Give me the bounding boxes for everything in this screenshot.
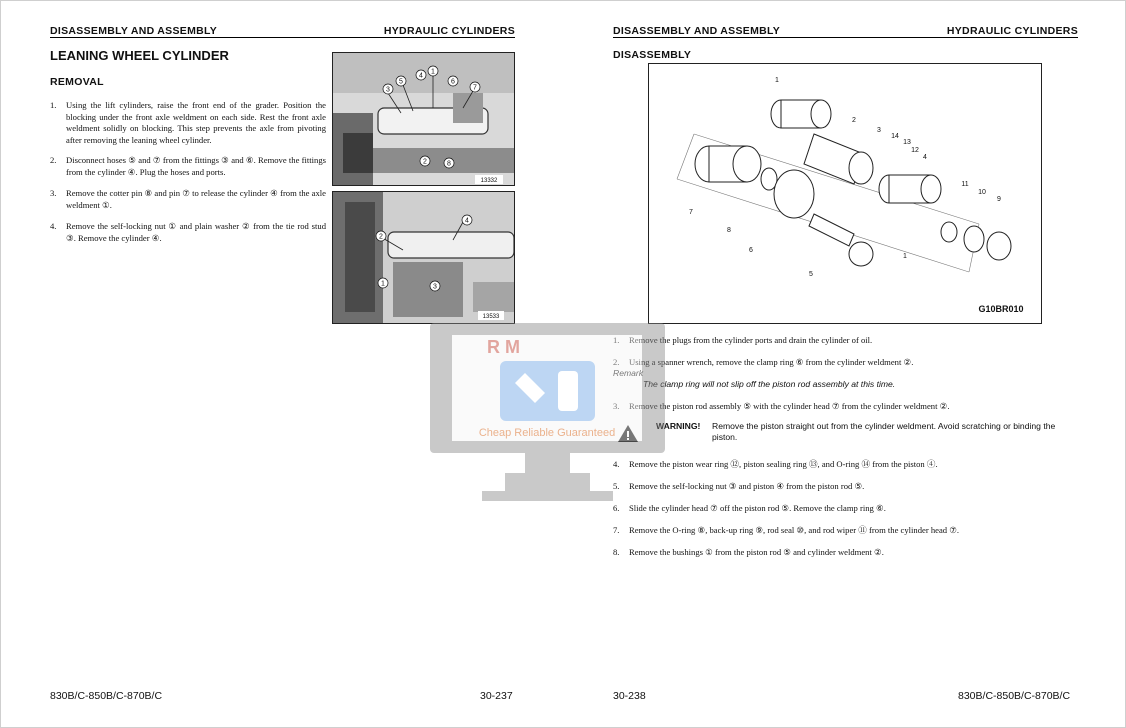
step-text: Remove the self-locking nut ③ and piston ④ from the piston rod ⑤. (629, 481, 865, 491)
diagram-callout: 6 (749, 247, 753, 254)
step-number: 2. (613, 357, 620, 367)
step-text: Remove the bushings ① from the piston rod ⑤ and cylinder weldment ②. (629, 547, 884, 557)
right-page (613, 0, 1078, 728)
diagram-callout: 5 (809, 271, 813, 278)
disassembly-heading: DISASSEMBLY (613, 49, 692, 61)
left-footer-model: 830B/C-850B/C-870B/C (50, 690, 163, 702)
diagram-callout: 2 (852, 117, 856, 124)
step-text: Using a spanner wrench, remove the clamp ring ⑥ from the cylinder weldment ②. (629, 357, 914, 367)
photo1-callout: 3 (386, 86, 390, 94)
left-header-topic: HYDRAULIC CYLINDERS (383, 25, 515, 37)
step-number: 1. (50, 100, 57, 110)
left-header-section: DISASSEMBLY AND ASSEMBLY (50, 25, 218, 37)
diagram-callout: 9 (997, 196, 1001, 203)
step-number: 3. (613, 401, 620, 411)
remark-label: Remark (613, 368, 644, 378)
photo1-callout: 4 (419, 72, 423, 80)
left-header (50, 25, 515, 38)
disassembly-step-7 (613, 525, 1078, 537)
photo1-callout: 7 (473, 84, 477, 92)
step-number: 2. (50, 155, 57, 165)
warning-text: Remove the piston straight out from the cylinder weldment. Avoid scratching or binding the piston. (712, 421, 1056, 442)
removal-step-4 (50, 221, 326, 244)
watermark-tagline: Cheap Reliable Guaranteed (478, 427, 616, 439)
diagram-callout: 13 (903, 139, 911, 146)
diagram-callout: 12 (911, 147, 919, 154)
disassembly-step-3 (613, 401, 1078, 413)
step-number: 4. (613, 459, 620, 469)
watermark-brand: R M (487, 337, 520, 357)
step-number: 6. (613, 503, 620, 513)
exploded-view-diagram (648, 63, 1042, 324)
photo1-callout: 1 (431, 68, 435, 76)
photo1-callout: 8 (447, 160, 451, 168)
step-text: Remove the piston rod assembly ⑤ with the cylinder head ⑦ from the cylinder weldment ②. (629, 401, 950, 411)
diagram-callout: 14 (891, 133, 899, 140)
photo-cylinder-installed (332, 52, 515, 186)
step-number: 4. (50, 221, 57, 231)
diagram-callout: 3 (877, 127, 881, 134)
step-number: 8. (613, 547, 620, 557)
step-text: Remove the piston wear ring ⑫, piston sealing ring ⑬, and O-ring ⑭ from the piston ④. (629, 459, 938, 469)
step-text: Remove the plugs from the cylinder ports and drain the cylinder of oil. (629, 335, 873, 345)
disassembly-step-4 (613, 459, 1078, 471)
photo2-callout: 1 (381, 280, 385, 288)
disassembly-step-1 (613, 335, 1078, 347)
removal-step-2 (50, 155, 326, 178)
left-page-number: 30-237 (480, 690, 513, 702)
diagram-callout: 7 (689, 209, 693, 216)
diagram-callout: 4 (923, 154, 927, 161)
step-text: Disconnect hoses ⑤ and ⑦ from the fittings ③ and ⑥. Remove the fittings from the cylinder ④. Plug the hoses and ports. (66, 155, 326, 177)
photo1-callout: 2 (423, 158, 427, 166)
diagram-callout: 1 (775, 77, 779, 84)
step-number: 3. (50, 188, 57, 198)
photo-cylinder-removal (332, 191, 515, 324)
right-footer-model: 830B/C-850B/C-870B/C (958, 690, 1071, 702)
step-text: Remove the O-ring ⑧, back-up ring ⑨, rod seal ⑩, and rod wiper ⑪ from the cylinder head ⑦. (629, 525, 960, 535)
photo2-code: 13533 (482, 314, 500, 320)
photo2-callout: 4 (465, 217, 469, 225)
disassembly-step-5 (613, 481, 1078, 493)
remark-text: The clamp ring will not slip off the piston rod assembly at this time. (643, 379, 896, 389)
diagram-code: G10BR010 (978, 304, 1024, 314)
photo1-callout: 6 (451, 78, 455, 86)
removal-step-3 (50, 188, 326, 211)
right-page-number: 30-238 (613, 690, 646, 702)
warning-icon (617, 424, 639, 443)
step-text: Remove the self-locking nut ① and plain washer ② from the tie rod stud ③. Remove the cylinder ④. (66, 221, 326, 243)
step-text: Slide the cylinder head ⑦ off the piston rod ⑤. Remove the clamp ring ⑥. (629, 503, 886, 513)
step-number: 1. (613, 335, 620, 345)
photo2-callout: 3 (433, 283, 437, 291)
diagram-callout: 1 (903, 253, 907, 260)
diagram-callout: 10 (978, 189, 986, 196)
left-page (50, 0, 515, 728)
diagram-callout: 8 (727, 227, 731, 234)
disassembly-step-2 (613, 357, 1078, 369)
step-text: Remove the cotter pin ⑧ and pin ⑦ to release the cylinder ④ from the axle weldment ①. (66, 188, 326, 210)
photo1-callout: 5 (399, 78, 403, 86)
removal-step-1 (50, 100, 326, 146)
step-number: 7. (613, 525, 620, 535)
right-header-section: DISASSEMBLY AND ASSEMBLY (613, 25, 781, 37)
step-text: Using the lift cylinders, raise the front end of the grader. Position the blocking under the front axle weldment on each side. Rest the front axle weldment solidly on blocking. This step prevents the axle from pivoting after removing the leaning wheel cylinder. (66, 100, 326, 145)
photo1-code: 13332 (480, 178, 498, 184)
photo2-callout: 2 (379, 233, 383, 241)
disassembly-step-6 (613, 503, 1078, 515)
right-header-topic: HYDRAULIC CYLINDERS (946, 25, 1078, 37)
disassembly-step-8 (613, 547, 1078, 559)
page-title: LEANING WHEEL CYLINDER (50, 48, 229, 63)
removal-heading: REMOVAL (50, 76, 104, 88)
right-header (613, 25, 1078, 38)
warning-label: WARNING! (656, 421, 701, 431)
step-number: 5. (613, 481, 620, 491)
diagram-callout: 11 (961, 181, 969, 188)
